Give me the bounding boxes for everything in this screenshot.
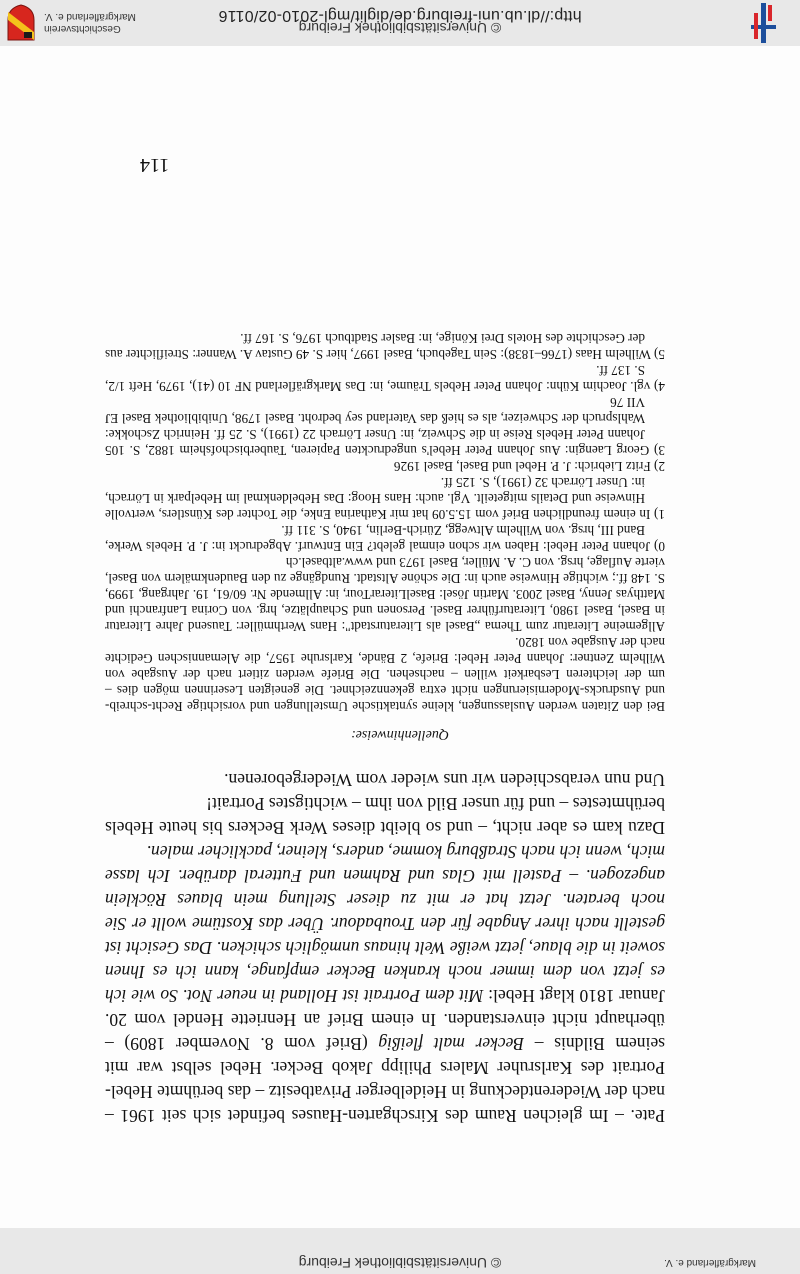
header-copyright: © Universitätsbibliothek Freiburg — [298, 20, 502, 36]
footer-society: Markgräflerland e. V. — [664, 1257, 756, 1268]
note-item: 1) In einem freundlichen Brief vom 15.5.09 hat mir Katharina Enke, die Tochter des Künstlers, wertvolle Hinweise und Details mitgeteilt. Vgl. auch: Hans Hoog: Das Hebeldenkmal im Hebelpark in Lörrach, in: Unser Lörrach 32 (1991), S. 125 ff. — [105, 475, 665, 522]
viewer-header-bar — [0, 0, 800, 46]
sources-heading: Quellenhinweise: — [351, 727, 449, 742]
main-text — [105, 768, 665, 1128]
hebel-quote: Mit dem Portrait ist Holland in neuer Not. So wie ich es jetzt von dem immer noch kranken Becker empfange, kann ich es Ihnen soweit in die blaue, jetzt weiße Welt hinaus unmöglich schicken. Das Gesicht ist gestellt nach ihrer Angabe für den Troubadour. Über das Kostüme wollt er Sie noch beraten. Jetzt hat er mit zu dieser Stellung mein blaues Röcklein angezogen. – Pastell mit Glas und Rahmen und Futteral darüber. Ich lasse mich, wenn ich nach Straßburg komme, anders, kleiner, packlicher malen. — [104, 842, 665, 1006]
footer-copyright: © Universitätsbibliothek Freiburg — [298, 1255, 502, 1271]
header-society — [44, 10, 136, 34]
header-society-line-2: Markgräflerland e. V. — [44, 11, 136, 22]
header-url[interactable]: http://dl.ub.uni-freiburg.de/diglit/mgl-2010-02/0116 — [218, 7, 582, 24]
main-paragraph-1: Pate. – Im gleichen Raum des Kirschgarten-Hauses befindet sich seit 1961 – nach der Wiederentdeckung in Heidelberger Privatbesitz – das berühmte Hebel-Portrait des Karlsruher Malers Philipp Jakob Becker. Hebel selbst war mit seinem Bildnis – — [105, 1034, 665, 1126]
main-paragraph-2: Dazu kam es aber nicht, – und so bleibt dieses Werk Beckers bis heute Hebels berühmtestes – und für unser Bild von ihm – wichtigstes Portrait! — [105, 794, 665, 838]
footnotes — [105, 330, 665, 714]
header-society-line-1: Geschichtsverein — [44, 23, 121, 34]
coat-of-arms-icon — [6, 4, 36, 42]
main-paragraph-3: Und nun verabschieden wir uns wieder vom Wiedergeborenen. — [224, 770, 665, 790]
viewer-footer-bar — [0, 1228, 800, 1274]
note-item: 2) Fritz Liebrich: J. P. Hebel und Basel, Basel 1926 — [393, 459, 665, 474]
notes-intro: Bei den Zitaten werden Auslassungen, kleine syntaktische Umstellungen und vorsichtige Recht-schreib- und Ausdrucks-Modernisierungen nicht extra gekennzeichnet. Die geneigten Leserinnen mögen dies – um der leichteren Lesbarkeit willen – nachsehen. Die Briefe werden zitiert nach der Ausgabe von Wilhelm Zentner: Johann Peter Hebel: Briefe, 2 Bände, Karlsruhe 1957, die Alemannischen Gedichte nach der Ausgabe von 1820. — [105, 635, 665, 714]
main-paragraph-1b: (Brief vom 8. November 1809) – überhaupt nicht einverstanden. In einem Brief an Henriette Hendel vom 20. Januar 1810 klagt Hebel: — [104, 986, 665, 1054]
university-library-logo-icon — [738, 3, 786, 43]
main-paragraph-1-italic: Becker malt fleißig — [378, 1034, 525, 1054]
page-number: 114 — [140, 154, 170, 176]
note-item: 0) Johann Peter Hebel: Haben wir schon einmal gelebt? Ein Entwurf. Abgedruckt in: J. P. Hebels Werke, Band III, hrsg. von Wilhelm Altwegg, Zürich-Berlin, 1940, S. 311 ff. — [105, 523, 665, 554]
note-item: 4) vgl. Joachim Kühn: Johann Peter Hebels Träume, in: Das Markgräflerland NF 10 (41), 1979, Heft 1/2, S. 137 ff. — [105, 363, 665, 394]
note-item: 3) Georg Laengin: Aus Johann Peter Hebel's ungedruckten Papieren, Tauberbischofsheim 1882, S. 105 Johann Peter Hebels Reise in die Schweiz, in: Unser Lörrach 22 (1991), S. 25 ff. Heinrich Zschokke: Wahlspruch der Schweizer, als es hieß das Vaterland sey bedroht. Basel 1798, Unibibliothek Basel EJ VII 76 — [105, 395, 665, 458]
note-item: 5) Wilhelm Haas (1766–1838): Sein Tagebuch, Basel 1997, hier S. 49 Gustav A. Wanner: Streiflichter aus der Geschichte des Hotels Drei Könige, in: Basler Stadtbuch 1976, S. 167 ff. — [105, 331, 665, 362]
notes-general: Allgemeine Literatur zum Thema „Basel als Literaturstadt": Hans Werthmüller: Tausend Jahre Literatur in Basel, Basel 1980, Literaturführer Basel. Personen und Schauplätze, hrg. von Corina Lanfranchi und Matthyas Jenny, Basel 2003. Martin Jösel: BaselLiterarTour, in: Allmende Nr. 60/61, 19. Jahrgang, 1999, S. 148 ff.; wichtige Hinweise auch in: Die schöne Altstadt. Rundgänge zu den Baudenkmälern von Basel, vierte Auflage, hrsg. von C. A. Müller, Basel 1973 und www.altbasel.ch — [105, 555, 665, 634]
